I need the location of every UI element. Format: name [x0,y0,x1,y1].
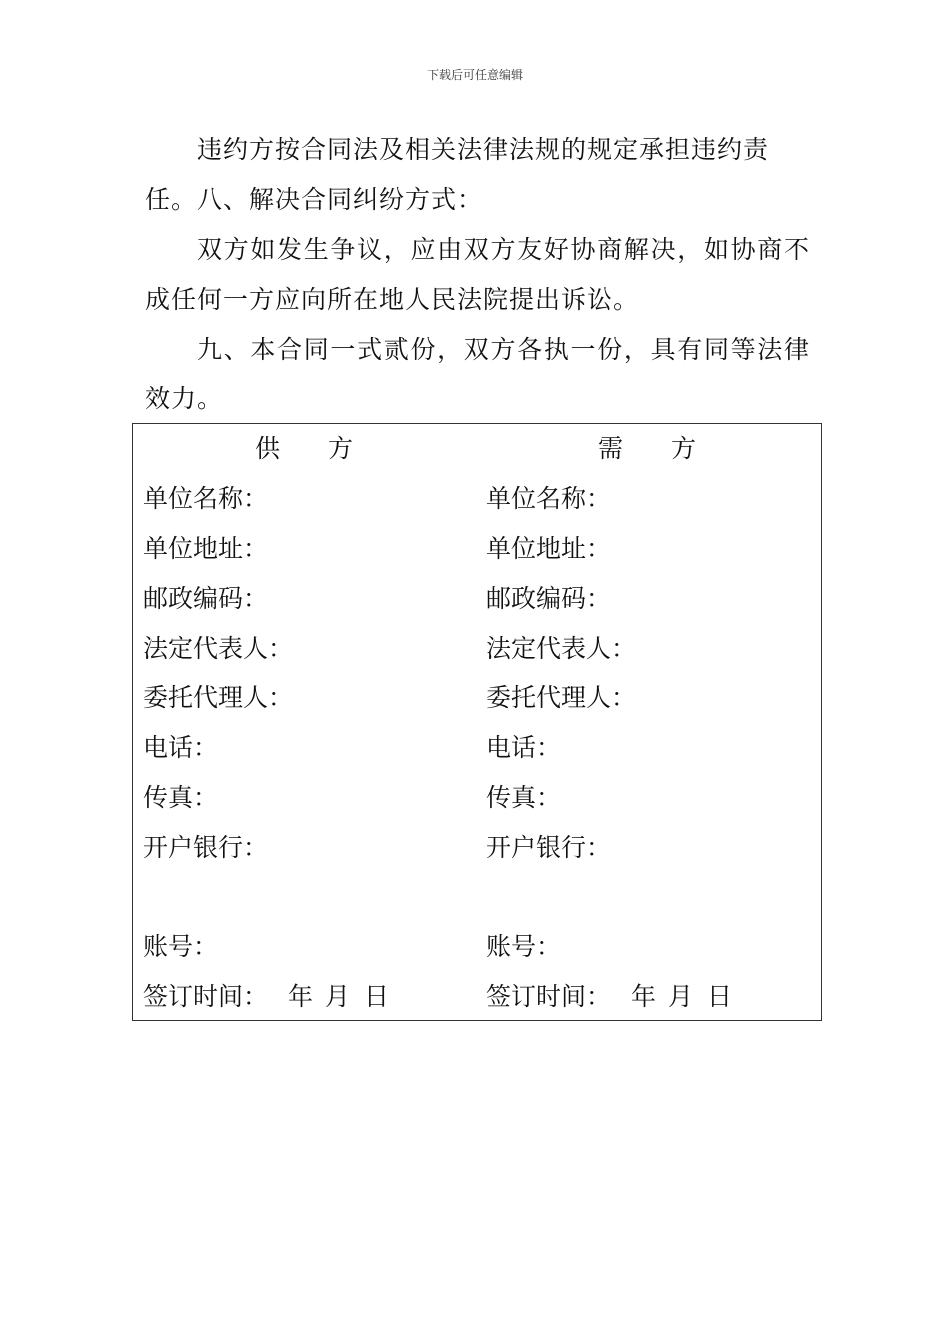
supplier-year-label: 年 [288,982,314,1011]
buyer-title [598,428,696,470]
paragraph-dispute-line2: 成任何一方应向所在地人民法院提出诉讼。 [145,285,640,314]
supplier-unit-address-label: 单位地址： [143,534,269,563]
supplier-account-label: 账号： [143,932,219,961]
paragraph-dispute-line1: 双方如发生争议，应由双方友好协商解决，如协商不 [197,235,810,264]
paragraph-liability: 违约方按合同法及相关法律法规的规定承担违约责任。 [145,135,770,214]
supplier-agent-label: 委托代理人： [143,683,294,712]
buyer-month-label: 月 [668,982,694,1011]
buyer-postal-code-label: 邮政编码： [486,584,612,613]
buyer-day-label: 日 [707,982,733,1011]
supplier-sign-time-label: 签订时间： [143,982,269,1011]
buyer-unit-name-label: 单位名称： [486,484,612,513]
supplier-title-char2: 方 [328,434,354,463]
buyer-year-label: 年 [631,982,657,1011]
buyer-account-label: 账号： [486,932,562,961]
supplier-title-char1: 供 [255,434,281,463]
buyer-sign-time-label: 签订时间： [486,982,612,1011]
buyer-agent-label: 委托代理人： [486,683,637,712]
page-header-note: 下载后可任意编辑 [426,68,523,82]
paragraph-copies-line1: 九、本合同一式贰份，双方各执一份，具有同等法律 [197,335,810,364]
supplier-title [255,428,353,470]
paragraph-copies-line2: 效力。 [145,384,224,413]
supplier-bank-label: 开户银行： [143,833,269,862]
supplier-unit-name-label: 单位名称： [143,484,269,513]
buyer-unit-address-label: 单位地址： [486,534,612,563]
supplier-legal-rep-label: 法定代表人： [143,634,294,663]
supplier-day-label: 日 [364,982,390,1011]
parties-signature-table [132,423,822,1021]
supplier-sign-time [143,976,389,1018]
supplier-fax-label: 传真： [143,783,219,812]
supplier-month-label: 月 [325,982,351,1011]
paragraph-dispute-heading: 八、解决合同纠纷方式： [197,185,484,214]
buyer-sign-time [486,976,732,1018]
supplier-phone-label: 电话： [143,733,219,762]
buyer-bank-label: 开户银行： [486,833,612,862]
buyer-phone-label: 电话： [486,733,562,762]
supplier-postal-code-label: 邮政编码： [143,584,269,613]
buyer-fax-label: 传真： [486,783,562,812]
buyer-title-char2: 方 [671,434,697,463]
buyer-legal-rep-label: 法定代表人： [486,634,637,663]
buyer-title-char1: 需 [598,434,624,463]
